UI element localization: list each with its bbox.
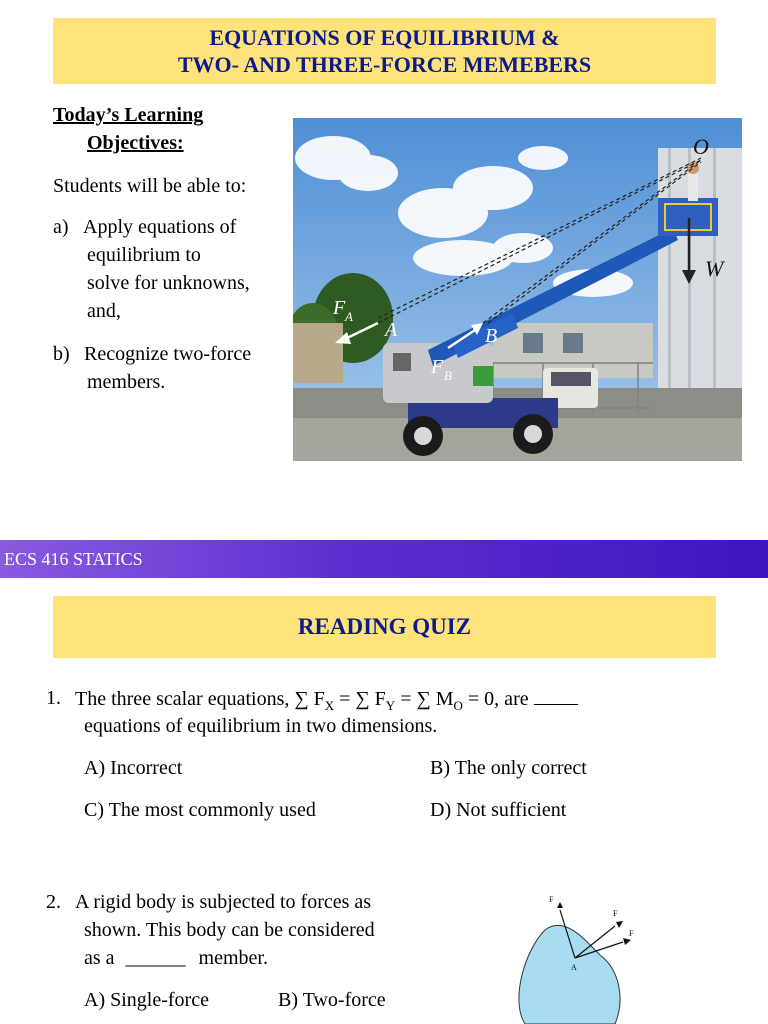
question-2-number: 2. bbox=[46, 891, 61, 913]
label-a: A bbox=[385, 319, 398, 341]
label-fa-subscript: A bbox=[345, 309, 353, 324]
question-1-number: 1. bbox=[46, 687, 61, 709]
question-1-line-1: The three scalar equations, ∑ $F_X$ = ∑ $F_Y$ = ∑ $M_O = 0$, are bbox=[75, 684, 578, 720]
label-fb: F bbox=[431, 356, 444, 378]
objective-a-line-4: and, bbox=[87, 300, 121, 322]
question-1-blank bbox=[534, 684, 578, 705]
question-2-blank: ______ bbox=[125, 947, 186, 969]
slide-1-title-line-2: TWO- AND THREE-FORCE MEMEBERS bbox=[177, 52, 592, 77]
objective-b-line-1: Recognize two-force bbox=[84, 343, 252, 365]
course-footer: ECS 416 STATICS bbox=[0, 540, 768, 578]
figure-label-f3: F bbox=[629, 929, 634, 938]
objective-a-line-1: Apply equations of bbox=[83, 216, 237, 238]
question-1-option-a[interactable]: A) Incorrect bbox=[84, 757, 183, 779]
slide-2 bbox=[0, 580, 768, 1024]
question-2-line-2: shown. This body can be considered bbox=[84, 919, 375, 941]
figure-label-a: A bbox=[571, 963, 577, 972]
objective-b-line-2: members. bbox=[87, 371, 166, 393]
objective-b-marker: b) bbox=[53, 343, 70, 365]
question-2-option-a[interactable]: A) Single-force bbox=[84, 989, 209, 1011]
question-1-option-d[interactable]: D) Not sufficient bbox=[430, 799, 567, 821]
figure-label-f2: F bbox=[613, 909, 618, 918]
rigid-body-figure bbox=[505, 890, 655, 1024]
boom-lift-photo bbox=[293, 118, 742, 461]
objectives-heading-line-2: Objectives: bbox=[87, 132, 184, 154]
label-o: O bbox=[693, 134, 709, 159]
label-b: B bbox=[485, 325, 498, 347]
slide-2-title-banner: READING QUIZ bbox=[53, 596, 716, 658]
question-2-line-3: as a ______ member. bbox=[84, 947, 268, 969]
slide-1-title-banner bbox=[53, 18, 716, 84]
objective-a-line-3: solve for unknowns, bbox=[87, 272, 250, 294]
slide-1-title-line-1: EQUATIONS OF EQUILIBRIUM & bbox=[209, 25, 560, 50]
worker bbox=[688, 173, 698, 201]
label-fb-subscript: B bbox=[444, 368, 452, 383]
question-1-option-b[interactable]: B) The only correct bbox=[430, 757, 587, 779]
question-2-line-1: A rigid body is subjected to forces as bbox=[75, 891, 372, 913]
label-w: W bbox=[705, 256, 724, 281]
question-1-line-2: equations of equilibrium in two dimensions. bbox=[84, 715, 438, 737]
question-1-option-c[interactable]: C) The most commonly used bbox=[84, 799, 316, 821]
objective-a-line-2: equilibrium to bbox=[87, 244, 201, 266]
objective-a-marker: a) bbox=[53, 216, 69, 238]
question-2-option-b[interactable]: B) Two-force bbox=[278, 989, 386, 1011]
objectives-intro: Students will be able to: bbox=[53, 175, 247, 197]
figure-label-f1: F bbox=[549, 895, 554, 904]
label-fa: F bbox=[333, 297, 346, 319]
objectives-heading-line-1: Today’s Learning bbox=[53, 104, 204, 126]
